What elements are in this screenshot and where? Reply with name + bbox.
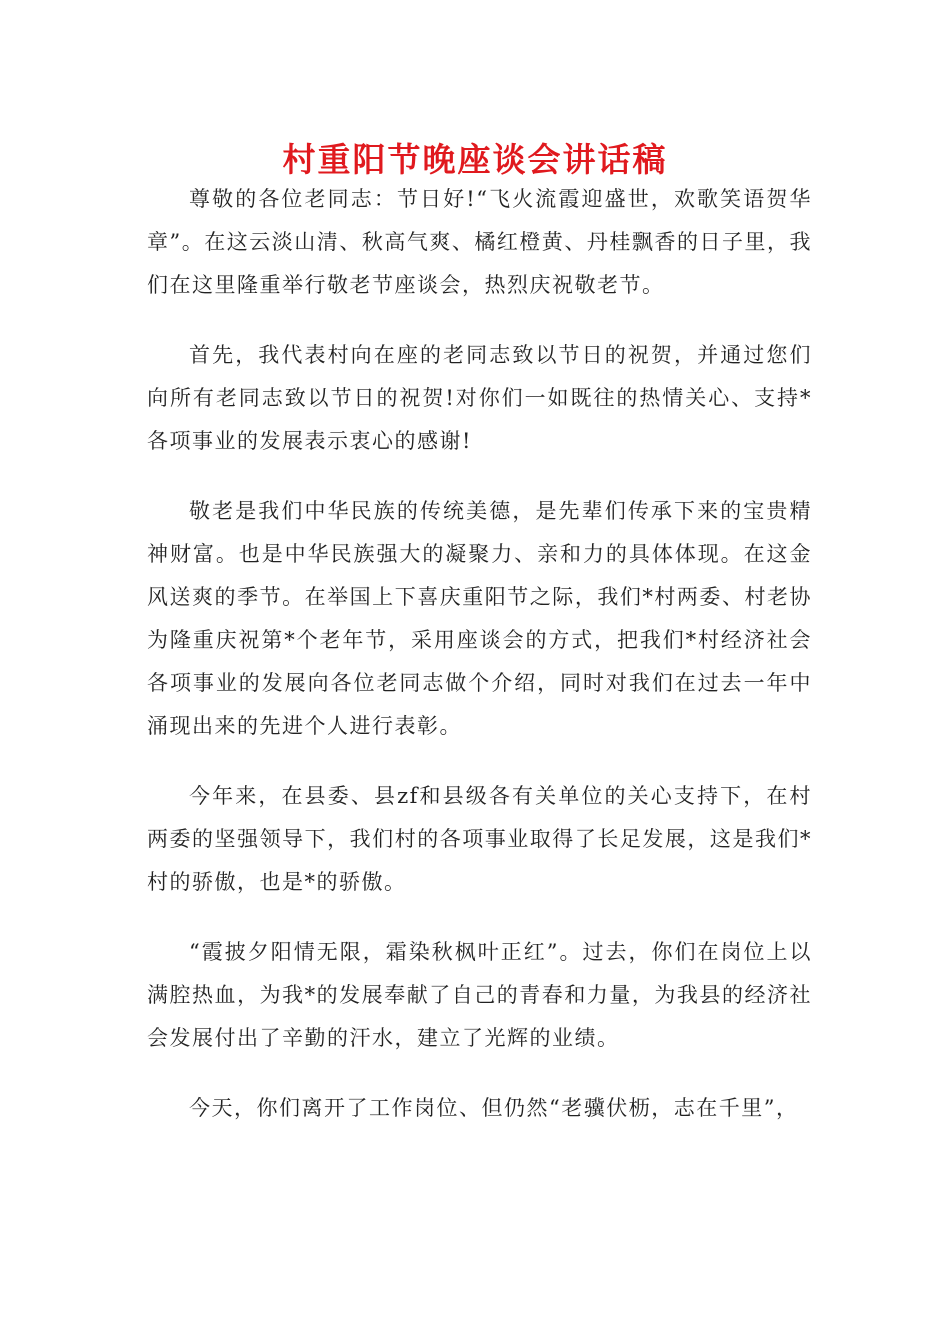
paragraph-congratulations: 首先，我代表村向在座的老同志致以节日的祝贺，并通过您们向所有老同志致以节日的祝贺!对你们一如既往的热情关心、支持*各项事业的发展表示衷心的感谢! [147,343,812,453]
paragraph-achievements: 今年来，在县委、县zf和县级各有关单位的关心支持下，在村两委的坚强领导下，我们村的各项事业取得了长足发展，这是我们*村的骄傲，也是*的骄傲。 [147,784,812,894]
document-title: 村重阳节晚座谈会讲话稿 [282,140,668,179]
document-body [147,178,812,1157]
paragraph-respect-elders: 敬老是我们中华民族的传统美德，是先辈们传承下来的宝贵精神财富。也是中华民族强大的凝聚力、亲和力的具体体现。在这金风送爽的季节。在举国上下喜庆重阳节之际，我们*村两委、村老协为隆重庆祝第*个老年节，采用座谈会的方式，把我们*村经济社会各项事业的发展向各位老同志做个介绍，同时对我们在过去一年中涌现出来的先进个人进行表彰。 [147,499,812,738]
paragraph-today: 今天，你们离开了工作岗位、但仍然“老骥伏枥，志在千里”， [189,1096,799,1120]
paragraph-greeting: 尊敬的各位老同志：节日好!“飞火流霞迎盛世，欢歌笑语贺华章”。在这云淡山清、秋高气爽、橘红橙黄、丹桂飘香的日子里，我们在这里隆重举行敬老节座谈会，热烈庆祝敬老节。 [147,187,812,297]
paragraph-past-contributions: “霞披夕阳情无限，霜染秋枫叶正红”。过去，你们在岗位上以满腔热血，为我*的发展奉献了自己的青春和力量，为我县的经济社会发展付出了辛勤的汗水，建立了光辉的业绩。 [147,940,812,1050]
